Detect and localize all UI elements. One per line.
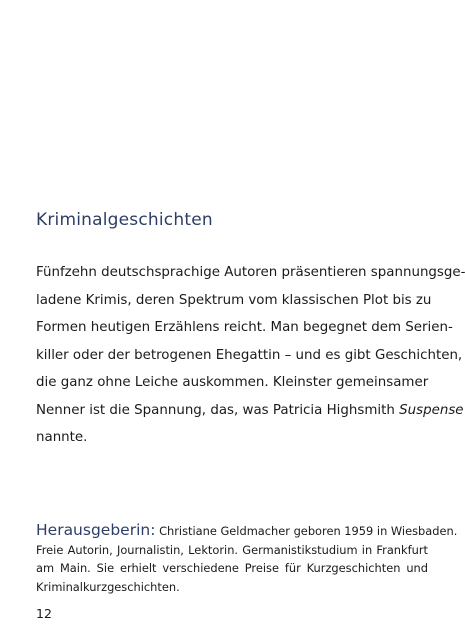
paragraph-line: Fünfzehn deutschsprachige Autoren präsentieren spannungsge- bbox=[36, 265, 465, 280]
bio-first-line bbox=[36, 521, 458, 541]
bio-line: Kriminalkurzgeschichten. bbox=[36, 579, 180, 594]
bio-line: am Main. Sie erhielt verschiedene Preise für Kurzgeschichten und bbox=[36, 561, 428, 575]
paragraph-line-text: Nenner ist die Spannung, das, was Patricia Highsmith bbox=[36, 402, 395, 418]
paragraph-line: Formen heutigen Erzählens reicht. Man begegnet dem Serien- bbox=[36, 320, 453, 335]
paragraph-line: ladene Krimis, deren Spektrum vom klassischen Plot bis zu bbox=[36, 292, 432, 308]
paragraph-line: nannte. bbox=[36, 430, 88, 445]
page-number: 12 bbox=[36, 606, 52, 621]
bio-label: Herausgeberin: bbox=[36, 521, 156, 539]
editor-bio bbox=[36, 521, 458, 596]
bio-line: Freie Autorin, Journalistin, Lektorin. Germanistikstudium in Frankfurt bbox=[36, 542, 428, 557]
bio-first-line-text: Christiane Geldmacher geboren 1959 in Wiesbaden. bbox=[159, 524, 458, 538]
emphasized-word: Suspense bbox=[399, 402, 464, 418]
paragraph-line: killer oder der betrogenen Ehegattin – und es gibt Geschichten, bbox=[36, 347, 463, 363]
paragraph-line: die ganz ohne Leiche auskommen. Kleinster gemeinsamer bbox=[36, 375, 429, 390]
paragraph-line-with-emphasis bbox=[36, 397, 464, 425]
description-paragraph bbox=[36, 259, 465, 452]
section-title: Kriminalgeschichten bbox=[36, 210, 213, 230]
